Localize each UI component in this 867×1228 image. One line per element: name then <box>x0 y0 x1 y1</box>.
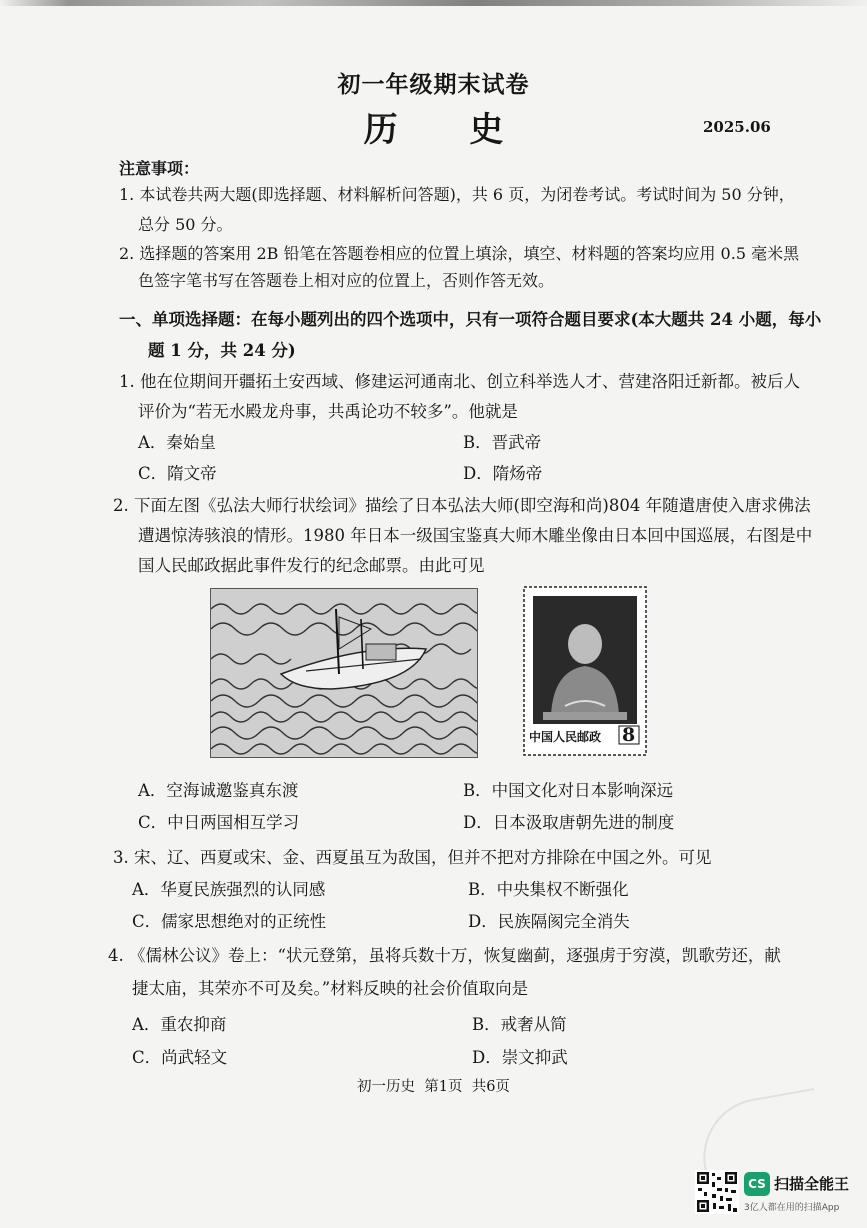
question-1-option-b: B．晋武帝 <box>463 433 542 452</box>
question-4-line-1: 4. 《儒林公议》卷上：“状元登第，虽将兵数十万，恢复幽蓟，逐强虏于穷漠，凯歌劳还，献 <box>108 946 781 965</box>
scan-edge <box>0 0 867 6</box>
question-2-line-1: 2. 下面左图《弘法大师行状绘词》描绘了日本弘法大师(即空海和尚)804 年随遣唐使入唐求佛法 <box>113 496 811 515</box>
question-2-option-b: B．中国文化对日本影响深远 <box>463 781 674 800</box>
scanner-app-name: 扫描全能王 <box>774 1175 850 1193</box>
page-footer: 初一历史 第1页 共6页 <box>357 1079 510 1095</box>
question-4-option-d: D．崇文抑武 <box>472 1048 568 1067</box>
question-1-line-1: 1. 他在位期间开疆拓土安西域、修建运河通南北、创立科举选人才、营建洛阳迁新都。被后人 <box>119 372 800 391</box>
question-3-option-d: D．民族隔阂完全消失 <box>468 912 630 931</box>
notice-heading: 注意事项： <box>119 159 200 178</box>
question-3-option-a: A．华夏民族强烈的认同感 <box>132 880 326 899</box>
scroll-painting-image <box>210 588 478 758</box>
qr-code-icon <box>695 1170 739 1214</box>
subject-title: 历 史 <box>363 110 534 150</box>
question-4-option-c: C．尚武轻文 <box>132 1048 228 1067</box>
question-4-option-a: A．重农抑商 <box>132 1015 227 1034</box>
question-2-line-3: 国人民邮政据此事件发行的纪念邮票。由此可见 <box>138 556 485 575</box>
stamp-denomination: 8 <box>622 724 636 746</box>
question-2-option-d: D．日本汲取唐朝先进的制度 <box>463 813 675 832</box>
question-2-option-a: A．空海诚邀鉴真东渡 <box>138 781 299 800</box>
question-3-line-1: 3. 宋、辽、西夏或宋、金、西夏虽互为敌国，但并不把对方排除在中国之外。可见 <box>113 848 712 867</box>
question-4-line-2: 捷太庙，其荣亦不可及矣。”材料反映的社会价值取向是 <box>132 979 529 998</box>
question-2-line-2: 遭遇惊涛骇浪的情形。1980 年日本一级国宝鉴真大师木雕坐像由日本回中国巡展，右图是中 <box>138 526 813 545</box>
section-1-heading-line-1: 一、单项选择题：在每小题列出的四个选项中，只有一项符合题目要求(本大题共 24 小题，每小 <box>119 310 822 329</box>
question-4-option-b: B．戒奢从简 <box>472 1015 567 1034</box>
section-1-heading-line-2: 题 1 分，共 24 分) <box>148 341 296 360</box>
scanner-app-tagline: 3亿人都在用的扫描App <box>744 1203 840 1213</box>
notice-item-1-line-2: 总分 50 分。 <box>138 215 233 234</box>
commemorative-stamp <box>523 586 647 756</box>
question-2-option-c: C．中日两国相互学习 <box>138 813 300 832</box>
notice-item-2-line-2: 色签字笔书写在答题卷上相对应的位置上，否则作答无效。 <box>138 271 555 290</box>
question-1-option-d: D．隋炀帝 <box>463 464 543 483</box>
question-3-option-b: B．中央集权不断强化 <box>468 880 629 899</box>
stamp-issuer-label: 中国人民邮政 <box>529 730 602 744</box>
scanner-app-logo: CS <box>744 1172 770 1196</box>
notice-item-1-line-1: 1. 本试卷共两大题(即选择题、材料解析问答题)，共 6 页，为闭卷考试。考试时间为 50 分钟， <box>119 185 795 204</box>
question-1-option-a: A．秦始皇 <box>138 433 216 452</box>
question-3-option-c: C．儒家思想绝对的正统性 <box>132 912 327 931</box>
exam-title: 初一年级期末试卷 <box>337 71 530 98</box>
notice-item-2-line-1: 2. 选择题的答案用 2B 铅笔在答题卷相应的位置上填涂，填空、材料题的答案均应用 0.5 毫米黑 <box>119 244 800 263</box>
exam-date: 2025.06 <box>703 118 771 136</box>
question-1-line-2: 评价为“若无水殿龙舟事，共禹论功不较多”。他就是 <box>138 402 518 421</box>
question-1-option-c: C．隋文帝 <box>138 464 217 483</box>
